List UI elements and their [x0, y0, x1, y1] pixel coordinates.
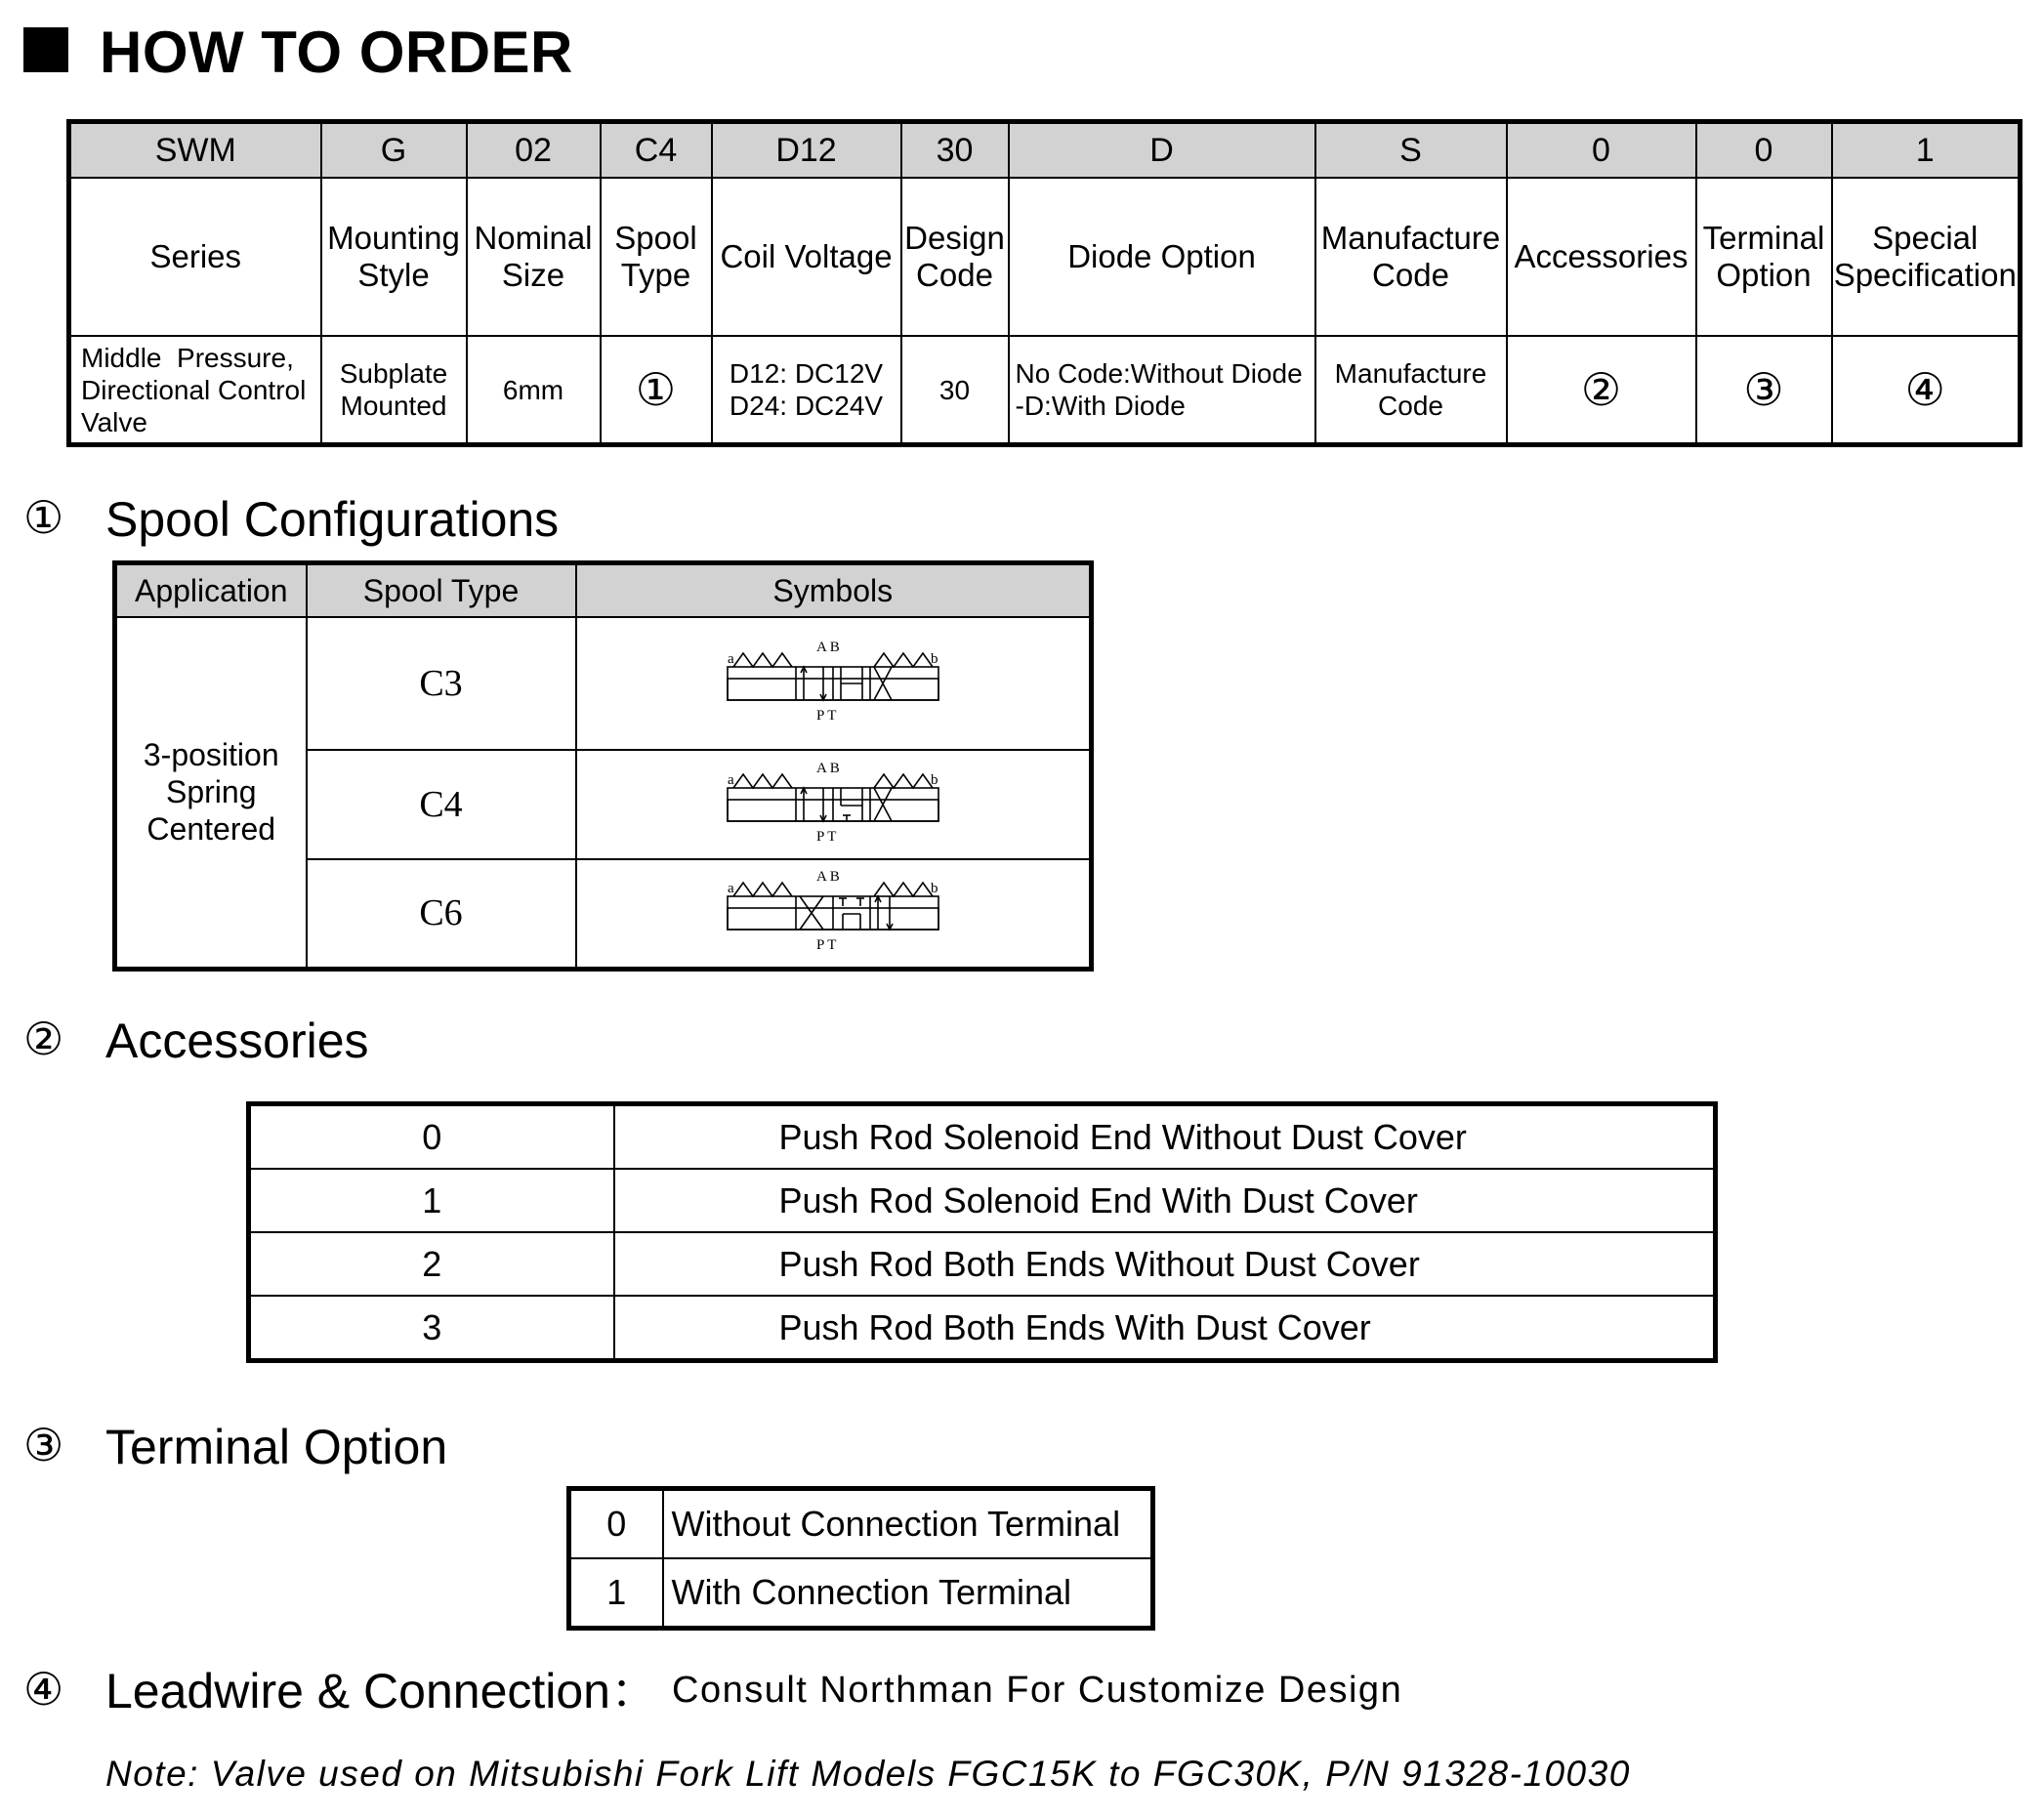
- value-line: 30: [938, 374, 971, 405]
- accessory-desc: Push Rod Solenoid End Without Dust Cover: [614, 1104, 1716, 1170]
- label-line: Terminal: [1702, 220, 1825, 256]
- accessory-code: 2: [249, 1232, 614, 1296]
- terminal-option-table: [566, 1486, 1155, 1631]
- terminal-code: 0: [569, 1489, 663, 1559]
- header-spool-type: Spool Type: [307, 563, 576, 618]
- accessory-code: 3: [249, 1296, 614, 1361]
- accessory-desc: Push Rod Both Ends Without Dust Cover: [614, 1232, 1716, 1296]
- leadwire-note: Consult Northman For Customize Design: [672, 1670, 1403, 1711]
- accessories-table: [246, 1101, 1718, 1363]
- label-line: Type: [620, 257, 691, 293]
- side-label-a: a: [727, 650, 734, 667]
- label-line: Style: [357, 257, 430, 293]
- table-row: [249, 1232, 1716, 1296]
- label-line: Accessories: [1514, 238, 1689, 274]
- section-number-terminal: ③: [23, 1419, 64, 1471]
- table-row: [249, 1169, 1716, 1232]
- symbol-cell-c6: [576, 859, 1092, 969]
- label-line: Series: [149, 238, 242, 274]
- value-line: No Code:Without Diode: [1015, 358, 1303, 389]
- accessory-code: 0: [249, 1104, 614, 1170]
- value-line: Directional Control: [81, 374, 307, 405]
- port-label-bottom: P T: [815, 828, 837, 845]
- label-line: Diode Option: [1067, 238, 1256, 274]
- header-symbols: Symbols: [576, 563, 1092, 618]
- label-size: [467, 178, 601, 336]
- section-number-spool: ①: [23, 491, 64, 544]
- value-special: [1832, 336, 2021, 445]
- value-line: Subplate: [339, 358, 448, 389]
- value-design: [901, 336, 1009, 445]
- value-spool: [601, 336, 712, 445]
- value-mounting: [321, 336, 467, 445]
- label-accessories: [1507, 178, 1696, 336]
- symbol-cell-c4: [576, 750, 1092, 859]
- section-number-accessories: ②: [23, 1013, 64, 1065]
- code-mounting: G: [321, 122, 467, 179]
- order-code-table: [66, 119, 2022, 447]
- page-title: HOW TO ORDER: [100, 20, 573, 85]
- header-application: Application: [115, 563, 307, 618]
- port-label-top: A B: [815, 868, 840, 885]
- value-line: Valve: [81, 406, 147, 437]
- code-terminal: 0: [1696, 122, 1832, 179]
- accessory-desc: Push Rod Both Ends With Dust Cover: [614, 1296, 1716, 1361]
- value-line: Manufacture: [1334, 358, 1487, 389]
- section-title-leadwire: Leadwire & Connection：: [105, 1664, 659, 1718]
- code-size: 02: [467, 122, 601, 179]
- spool-type-c3: C3: [307, 617, 576, 750]
- terminal-desc: Without Connection Terminal: [663, 1489, 1153, 1559]
- spool-config-table: [112, 560, 1094, 972]
- value-line: ①: [635, 362, 677, 416]
- label-line: Option: [1716, 257, 1812, 293]
- label-mounting: [321, 178, 467, 336]
- port-label-top: A B: [815, 639, 840, 655]
- value-diode: [1009, 336, 1315, 445]
- value-line: ④: [1904, 362, 1945, 416]
- label-terminal: [1696, 178, 1832, 336]
- code-manufacture: S: [1315, 122, 1507, 179]
- order-codes-row: [69, 122, 2021, 179]
- table-row: [249, 1296, 1716, 1361]
- application-line: 3-position: [143, 737, 279, 773]
- application-cell: [115, 617, 307, 969]
- accessory-desc: Push Rod Solenoid End With Dust Cover: [614, 1169, 1716, 1232]
- side-label-b: b: [930, 880, 938, 896]
- application-line: Centered: [146, 811, 276, 848]
- side-label-b: b: [930, 771, 938, 788]
- section-title-accessories: Accessories: [105, 1013, 369, 1068]
- terminal-desc: With Connection Terminal: [663, 1558, 1153, 1629]
- spool-type-c6: C6: [307, 859, 576, 969]
- accessory-code: 1: [249, 1169, 614, 1232]
- label-design: [901, 178, 1009, 336]
- value-size: [467, 336, 601, 445]
- value-line: D24: DC24V: [729, 391, 884, 421]
- value-series: [69, 336, 321, 445]
- label-line: Spool: [614, 220, 697, 256]
- label-line: Size: [501, 257, 565, 293]
- section-number-leadwire: ④: [23, 1663, 64, 1716]
- value-line: -D:With Diode: [1015, 391, 1186, 421]
- label-line: Design: [904, 220, 1005, 256]
- value-line: Middle Pressure,: [81, 342, 294, 373]
- spool-symbol-c4-icon: [726, 759, 940, 847]
- label-diode: [1009, 178, 1315, 336]
- port-label-top: A B: [815, 760, 840, 776]
- side-label-a: a: [727, 880, 734, 896]
- value-voltage: [712, 336, 901, 445]
- label-line: Code: [1372, 257, 1449, 293]
- value-line: Code: [1378, 391, 1443, 421]
- spool-row: [115, 617, 1092, 750]
- label-line: Mounting: [327, 220, 460, 256]
- label-series: [69, 178, 321, 336]
- title-square-icon: [23, 27, 68, 72]
- section-title-terminal: Terminal Option: [105, 1420, 448, 1474]
- code-voltage: D12: [712, 122, 901, 179]
- label-line: Nominal: [474, 220, 593, 256]
- label-line: Code: [916, 257, 993, 293]
- label-line: Manufacture: [1320, 220, 1501, 256]
- label-line: Special: [1872, 220, 1979, 256]
- terminal-code: 1: [569, 1558, 663, 1629]
- section-title-spool: Spool Configurations: [105, 492, 560, 547]
- label-voltage: [712, 178, 901, 336]
- application-line: Spring: [166, 774, 257, 810]
- port-label-bottom: P T: [815, 707, 837, 724]
- value-line: ③: [1743, 362, 1784, 416]
- spool-type-c4: C4: [307, 750, 576, 859]
- table-row: [249, 1104, 1716, 1170]
- label-manufacture: [1315, 178, 1507, 336]
- value-line: 6mm: [502, 374, 564, 405]
- label-line: Coil Voltage: [720, 238, 893, 274]
- spool-symbol-c6-icon: [726, 867, 940, 955]
- label-special: [1832, 178, 2021, 336]
- code-accessories: 0: [1507, 122, 1696, 179]
- side-label-a: a: [727, 771, 734, 788]
- code-spool: C4: [601, 122, 712, 179]
- symbol-cell-c3: [576, 617, 1092, 750]
- footer-note: Note: Valve used on Mitsubishi Fork Lift Models FGC15K to FGC30K, P/N 91328-10030: [105, 1754, 1631, 1794]
- order-labels-row: [69, 178, 2021, 336]
- port-label-bottom: P T: [815, 936, 837, 953]
- value-terminal: [1696, 336, 1832, 445]
- spool-header-row: [115, 563, 1092, 618]
- value-manufacture: [1315, 336, 1507, 445]
- value-line: ②: [1580, 362, 1622, 416]
- label-spool: [601, 178, 712, 336]
- table-row: [569, 1489, 1153, 1559]
- side-label-b: b: [930, 650, 938, 667]
- value-line: D12: DC12V: [729, 358, 884, 389]
- code-series: SWM: [69, 122, 321, 179]
- order-values-row: [69, 336, 2021, 445]
- code-design: 30: [901, 122, 1009, 179]
- spool-symbol-c3-icon: [726, 638, 940, 725]
- table-row: [569, 1558, 1153, 1629]
- value-accessories: [1507, 336, 1696, 445]
- value-line: Mounted: [340, 391, 447, 421]
- code-special: 1: [1832, 122, 2021, 179]
- code-diode: D: [1009, 122, 1315, 179]
- label-line: Specification: [1833, 257, 2017, 293]
